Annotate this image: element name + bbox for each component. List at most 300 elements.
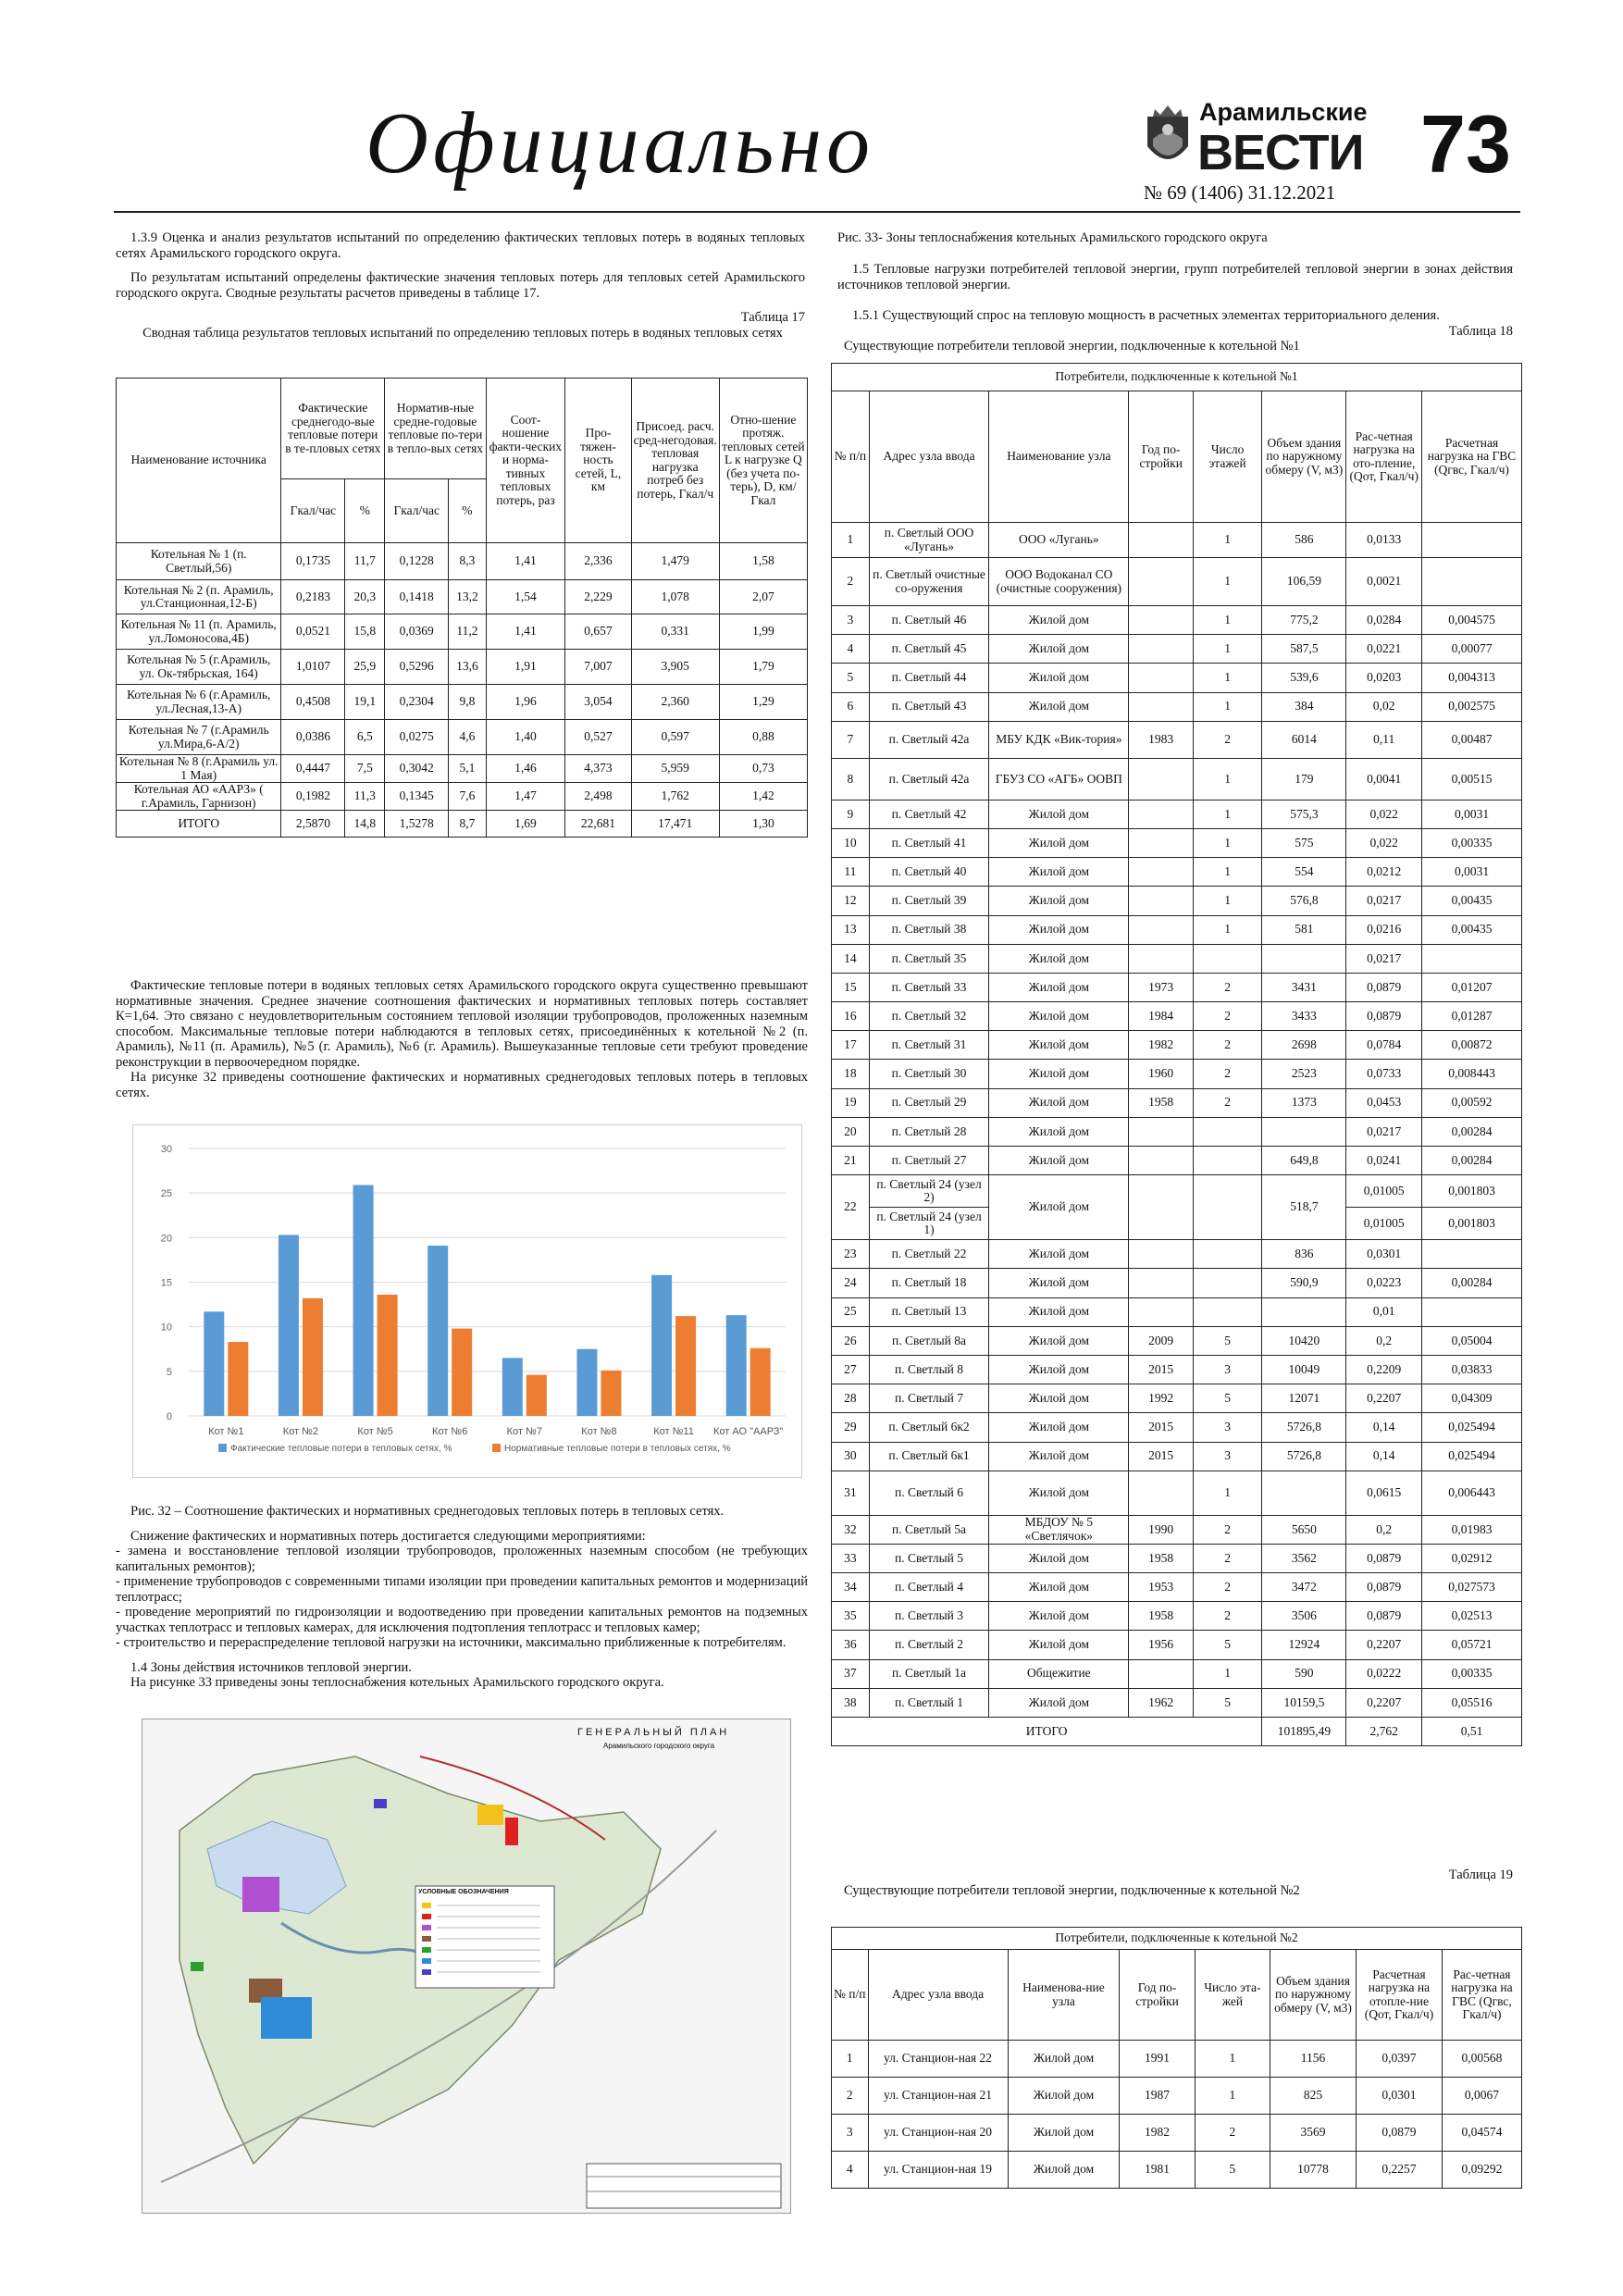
table-cell: 1991 — [1120, 2041, 1195, 2078]
table-cell: 1 — [1193, 1659, 1261, 1688]
table-cell: 21 — [832, 1147, 870, 1175]
y-tick-label: 30 — [160, 1144, 172, 1155]
table-cell — [1262, 944, 1346, 973]
table-cell: Жилой дом — [989, 635, 1129, 664]
table-row — [832, 915, 1522, 944]
table-cell: п. Светлый 27 — [869, 1147, 989, 1175]
table-cell: 7 — [832, 721, 870, 758]
table-cell: 0,1418 — [385, 580, 449, 614]
table-cell: Котельная № 2 (п. Арамиль, ул.Станционная,12-Б) — [117, 580, 281, 614]
table-cell: 2 — [1193, 1515, 1261, 1544]
x-tick-label: Кот №11 — [653, 1426, 694, 1437]
table-cell: 0,0879 — [1346, 1573, 1422, 1602]
table18-title: Существующие потребители тепловой энергии, подключенные к котельной №1 — [844, 339, 1300, 354]
table-cell — [1193, 1297, 1261, 1326]
table-cell: п. Светлый 41 — [869, 828, 989, 857]
col-header: % — [449, 479, 486, 543]
table-row — [832, 1631, 1522, 1659]
table-cell: 5 — [1193, 1688, 1261, 1717]
table-cell: 1987 — [1120, 2078, 1195, 2115]
table-cell: 1,41 — [486, 614, 565, 650]
table-cell: 1,42 — [719, 783, 807, 811]
zone-boiler-8 — [261, 1997, 312, 2039]
x-tick-label: Кот №7 — [506, 1426, 542, 1437]
table-cell: 10778 — [1270, 2152, 1357, 2189]
table-cell: Жилой дом — [989, 1175, 1129, 1240]
table-cell: 0,09292 — [1442, 2152, 1521, 2189]
table-cell: 5,1 — [449, 755, 486, 783]
table-cell: 1,96 — [486, 685, 565, 720]
table-cell: Жилой дом — [989, 1602, 1129, 1631]
col-header: Присоед. расч. сред-негодовая. тепловая нагрузка потреб без потерь, Гкал/ч — [631, 379, 719, 543]
table-cell — [1129, 1147, 1194, 1175]
table-cell: 1956 — [1129, 1631, 1194, 1659]
x-tick-label: Кот №2 — [282, 1426, 319, 1437]
table-cell — [1129, 858, 1194, 887]
table-row — [832, 1147, 1522, 1175]
table-cell: 1 — [1193, 692, 1261, 721]
table18-label: Таблица 18 — [1448, 324, 1513, 339]
table-cell: 0,2207 — [1346, 1631, 1422, 1659]
table-cell: 0,0067 — [1442, 2078, 1521, 2115]
table-cell: 1 — [1193, 635, 1261, 664]
table-cell: Жилой дом — [989, 1471, 1129, 1515]
table-17 — [116, 378, 808, 838]
table-cell: 4 — [832, 635, 870, 664]
table-cell: 1,762 — [631, 783, 719, 811]
table-cell: 13,2 — [449, 580, 486, 614]
table-cell: 2 — [1193, 1031, 1261, 1060]
table-row — [832, 1117, 1522, 1146]
table-cell — [1422, 944, 1522, 973]
table-cell: 10049 — [1262, 1355, 1346, 1384]
table-cell: 0,1735 — [281, 543, 345, 580]
table-cell: 0,022 — [1346, 800, 1422, 828]
table-row — [832, 692, 1522, 721]
total-heating: 2,762 — [1346, 1718, 1422, 1746]
paragraph: По результатам испытаний определены фактические значения тепловых потерь для тепловых сетей Арамильского городского округа. Сводные результаты расчетов приведены в таблице 17. — [116, 270, 805, 301]
table-cell: 8,3 — [449, 543, 486, 580]
table-cell: 0,04309 — [1422, 1384, 1522, 1413]
table-cell: 27 — [832, 1355, 870, 1384]
section-title: Официально — [365, 95, 875, 192]
table-cell: 0,2 — [1346, 1515, 1422, 1544]
table-cell: 0,01005 — [1346, 1208, 1422, 1240]
table-row — [832, 2152, 1522, 2189]
table-cell: 0,0031 — [1422, 800, 1522, 828]
table-cell: 0,2 — [1346, 1326, 1422, 1355]
table-cell: 4 — [832, 2152, 869, 2189]
table-row — [117, 614, 808, 650]
bar-chart — [133, 1125, 803, 1479]
table-cell: Жилой дом — [989, 1573, 1129, 1602]
table-cell: 1,0107 — [281, 650, 345, 685]
page-number: 73 — [1420, 98, 1511, 190]
table-cell: 0,004575 — [1422, 606, 1522, 635]
y-tick-label: 15 — [160, 1277, 172, 1289]
table-cell: 2 — [1193, 1060, 1261, 1088]
table-row — [832, 1031, 1522, 1060]
table-cell: 0,2207 — [1346, 1688, 1422, 1717]
table-cell — [1129, 1659, 1194, 1688]
zone-boiler-11 — [374, 1799, 387, 1808]
table-cell: 7,5 — [345, 755, 385, 783]
table-cell: 0,73 — [719, 755, 807, 783]
table-cell: 0,001803 — [1422, 1208, 1522, 1240]
table-cell: п. Светлый 45 — [869, 635, 989, 664]
table-cell: 1,29 — [719, 685, 807, 720]
table-row — [832, 1573, 1522, 1602]
table-cell: п. Светлый 42а — [869, 721, 989, 758]
table-cell: 0,01 — [1346, 1297, 1422, 1326]
table-cell: 13 — [832, 915, 870, 944]
list-item: - проведение мероприятий по гидроизоляции и водоотведению при проведении капитальных ремонтов на подземных участках теплотрасс и тепловых камерах, для исключения подтопления теплотрасс и тепловых камер; — [116, 1605, 808, 1635]
table-cell: 1 — [1193, 858, 1261, 887]
table-cell: Жилой дом — [989, 1147, 1129, 1175]
table-row — [832, 1060, 1522, 1088]
table-cell: 3433 — [1262, 1002, 1346, 1031]
table-cell: 0,04574 — [1442, 2115, 1521, 2152]
table-cell: 4,6 — [449, 720, 486, 755]
table-cell: 576,8 — [1262, 887, 1346, 915]
table-cell — [1129, 523, 1194, 558]
paragraph: 1.3.9 Оценка и анализ результатов испытаний по определению фактических тепловых потерь в водяных тепловых сетях Арамильского городского округа. — [116, 230, 805, 261]
table-cell: 0,0879 — [1346, 1544, 1422, 1572]
table-cell: Жилой дом — [1008, 2152, 1120, 2189]
table-cell: 0,527 — [565, 720, 631, 755]
table-cell: 0,0217 — [1346, 1117, 1422, 1146]
table-row — [832, 1355, 1522, 1384]
table-cell — [1129, 664, 1194, 692]
table-cell: 2 — [1193, 1544, 1261, 1572]
table-cell: 1 — [1193, 887, 1261, 915]
col-header: Год по-стройки — [1129, 391, 1194, 523]
table-cell: 0,0879 — [1357, 2115, 1443, 2152]
table-cell: 1 — [1193, 828, 1261, 857]
bar-actual — [204, 1311, 224, 1416]
table-row — [117, 650, 808, 685]
table-cell: 0,0521 — [281, 614, 345, 650]
table-cell: 0,2304 — [385, 685, 449, 720]
table-cell: п. Светлый 1а — [869, 1659, 989, 1688]
table-cell: 0,14 — [1346, 1442, 1422, 1471]
table-cell: 2 — [832, 558, 870, 606]
table-cell — [1129, 944, 1194, 973]
table19-title: Существующие потребители тепловой энергии, подключенные к котельной №2 — [844, 1883, 1300, 1898]
table-row — [832, 858, 1522, 887]
table-cell: Жилой дом — [989, 1297, 1129, 1326]
table-cell: Жилой дом — [1008, 2041, 1120, 2078]
table-cell: 0,2207 — [1346, 1384, 1422, 1413]
table-cell: 0,0203 — [1346, 664, 1422, 692]
table-cell: 29 — [832, 1413, 870, 1442]
table-cell: 28 — [832, 1384, 870, 1413]
col-header: Гкал/час — [385, 479, 449, 543]
table-row — [117, 580, 808, 614]
table17-title: Сводная таблица результатов тепловых испытаний по определению тепловых потерь в водяных тепловых сетях — [142, 326, 783, 341]
table-cell: 1,46 — [486, 755, 565, 783]
map-subtitle: Арамильского городского округа — [603, 1742, 715, 1750]
table-cell: Жилой дом — [989, 973, 1129, 1001]
table-cell: 587,5 — [1262, 635, 1346, 664]
table-cell: п. Светлый 44 — [869, 664, 989, 692]
table-row — [832, 2115, 1522, 2152]
table-cell: 1 — [832, 523, 870, 558]
table-row — [832, 800, 1522, 828]
table-cell: 25,9 — [345, 650, 385, 685]
table-cell: 0,0021 — [1346, 558, 1422, 606]
y-tick-label: 10 — [160, 1322, 172, 1334]
table-cell: 0,00284 — [1422, 1147, 1522, 1175]
table-cell: 0,05516 — [1422, 1688, 1522, 1717]
bar-actual — [726, 1315, 747, 1416]
table-cell: 5,959 — [631, 755, 719, 783]
zone-boiler-1 — [477, 1805, 503, 1825]
table-cell: 0,001803 — [1422, 1175, 1522, 1208]
table-cell: 2,229 — [565, 580, 631, 614]
table-cell: п. Светлый 33 — [869, 973, 989, 1001]
table-cell: 16 — [832, 1002, 870, 1031]
table-cell: ул. Станцион-ная 20 — [868, 2115, 1008, 2152]
table-cell: 23 — [832, 1240, 870, 1269]
table-row — [832, 1326, 1522, 1355]
table-row — [832, 523, 1522, 558]
table-cell: 2 — [832, 2078, 869, 2115]
table-cell: 11,3 — [345, 783, 385, 811]
table-cell — [1193, 1175, 1261, 1240]
table-cell: 2523 — [1262, 1060, 1346, 1088]
table-cell: 2015 — [1129, 1442, 1194, 1471]
table-cell: 0,88 — [719, 720, 807, 755]
table-cell: 1 — [1195, 2041, 1270, 2078]
table-row — [832, 973, 1522, 1001]
table-cell: Котельная № 1 (п. Светлый,56) — [117, 543, 281, 580]
table-cell: ГБУЗ СО «АГБ» ООВП — [989, 758, 1129, 800]
table-cell: Жилой дом — [989, 1117, 1129, 1146]
table-cell: 0,5296 — [385, 650, 449, 685]
y-tick-label: 20 — [160, 1233, 172, 1245]
table-cell: 36 — [832, 1631, 870, 1659]
table-17-body — [117, 543, 808, 838]
col-header: Расчетная нагрузка на отопле-ние (Qот, Гкал/ч) — [1357, 1950, 1443, 2041]
table-cell: 5650 — [1262, 1515, 1346, 1544]
table-cell: 5726,8 — [1262, 1413, 1346, 1442]
table-row — [832, 1515, 1522, 1544]
table-cell: МБДОУ № 5 «Светлячок» — [989, 1515, 1129, 1544]
table-cell: 26 — [832, 1326, 870, 1355]
table-cell: п. Светлый 5 — [869, 1544, 989, 1572]
table-cell: 0,0284 — [1346, 606, 1422, 635]
table-cell: п. Светлый 4 — [869, 1573, 989, 1602]
table-cell: ул. Станцион-ная 19 — [868, 2152, 1008, 2189]
table-cell: 0,025494 — [1422, 1442, 1522, 1471]
table-cell: Жилой дом — [989, 692, 1129, 721]
table-cell: ООО «Лугань» — [989, 523, 1129, 558]
col-header: № п/п — [832, 1950, 869, 2041]
figure-32-caption-block — [116, 1504, 808, 1691]
table-cell: Жилой дом — [989, 1002, 1129, 1031]
table-cell — [1129, 1471, 1194, 1515]
table-row — [832, 2078, 1522, 2115]
table-cell: Жилой дом — [989, 887, 1129, 915]
table-cell: 0,1982 — [281, 783, 345, 811]
col-header: Норматив-ные средне-годовые тепловые по-тери в тепло-вых сетях — [385, 379, 486, 479]
table-cell: 13,6 — [449, 650, 486, 685]
table-cell: 5726,8 — [1262, 1442, 1346, 1471]
table-cell: 3569 — [1270, 2115, 1357, 2152]
table-cell: 10159,5 — [1262, 1688, 1346, 1717]
table-cell: 2698 — [1262, 1031, 1346, 1060]
table-cell — [1193, 1240, 1261, 1269]
col-header: Рас-четная нагрузка на ГВС (Qгвс, Гкал/ч) — [1442, 1950, 1521, 2041]
table-cell: 1,99 — [719, 614, 807, 650]
bar-normative — [452, 1329, 472, 1416]
table-group-header: Потребители, подключенные к котельной №2 — [832, 1928, 1522, 1950]
table-cell: 10 — [832, 828, 870, 857]
y-tick-label: 0 — [166, 1411, 172, 1422]
table-row — [832, 1002, 1522, 1031]
table-cell: п. Светлый 22 — [869, 1240, 989, 1269]
table-cell: 11,2 — [449, 614, 486, 650]
col-header: Гкал/час — [281, 479, 345, 543]
table-row — [117, 685, 808, 720]
table-total-row — [832, 1718, 1522, 1746]
x-tick-label: Кот №8 — [581, 1426, 617, 1437]
table-cell: 0,0386 — [281, 720, 345, 755]
x-tick-label: Кот №5 — [357, 1426, 393, 1437]
table-row — [117, 755, 808, 783]
table-cell: 2,360 — [631, 685, 719, 720]
table-cell: 15 — [832, 973, 870, 1001]
map-title: ГЕНЕРАЛЬНЫЙ ПЛАН — [577, 1727, 730, 1738]
table-cell: 1,40 — [486, 720, 565, 755]
table-cell: 0,01005 — [1346, 1175, 1422, 1208]
coat-of-arms-icon — [1142, 100, 1194, 174]
table-cell: п. Светлый 8 — [869, 1355, 989, 1384]
table-cell: 2 — [1193, 1602, 1261, 1631]
table-cell: МБУ КДК «Вик-тория» — [989, 721, 1129, 758]
table-cell — [1129, 1297, 1194, 1326]
table-row — [832, 1088, 1522, 1117]
table-row — [832, 944, 1522, 973]
table-cell: 8,7 — [449, 811, 486, 838]
col-header: Фактические среднегодо-вые тепловые потери в те-пловых сетях — [281, 379, 385, 479]
table-cell: 0,00284 — [1422, 1269, 1522, 1297]
table-cell: Жилой дом — [989, 1326, 1129, 1355]
table-cell: Жилой дом — [989, 1240, 1129, 1269]
table-cell: 5 — [1195, 2152, 1270, 2189]
newspaper-logo — [1142, 96, 1368, 183]
table-cell: 0,0784 — [1346, 1031, 1422, 1060]
table-cell: 9,8 — [449, 685, 486, 720]
table-cell: Котельная № 11 (п. Арамиль, ул.Ломоносова,4Б) — [117, 614, 281, 650]
table-cell: 2,336 — [565, 543, 631, 580]
table-cell: 12 — [832, 887, 870, 915]
table-cell — [1422, 558, 1522, 606]
table-row — [832, 558, 1522, 606]
table-row — [832, 2041, 1522, 2078]
x-tick-label: Кот №6 — [432, 1426, 468, 1437]
table-cell: 35 — [832, 1602, 870, 1631]
section-intro — [116, 230, 805, 301]
table-cell: 0,025494 — [1422, 1413, 1522, 1442]
table-cell — [1193, 1269, 1261, 1297]
bar-normative — [601, 1371, 621, 1416]
table-cell: п. Светлый 38 — [869, 915, 989, 944]
table-cell: Жилой дом — [989, 1355, 1129, 1384]
table-cell: 1 — [1193, 664, 1261, 692]
x-tick-label: Кот №1 — [208, 1426, 244, 1437]
table-cell: 11 — [832, 858, 870, 887]
table-cell: 7,6 — [449, 783, 486, 811]
table-cell: 3562 — [1262, 1544, 1346, 1572]
table-cell: 33 — [832, 1544, 870, 1572]
table-cell: 10420 — [1262, 1326, 1346, 1355]
table-cell: 8 — [832, 758, 870, 800]
table-cell: Жилой дом — [989, 606, 1129, 635]
table-cell: 1 — [1193, 915, 1261, 944]
table-cell: 2,07 — [719, 580, 807, 614]
table-cell: 0,331 — [631, 614, 719, 650]
table-cell: 3 — [1193, 1442, 1261, 1471]
table-cell: 14,8 — [345, 811, 385, 838]
table-cell: 0,3042 — [385, 755, 449, 783]
col-header: Адрес узла ввода — [868, 1950, 1008, 2041]
legend-label: Нормативные тепловые потери в тепловых сетях, % — [504, 1444, 731, 1454]
paragraph: На рисунке 32 приведены соотношение фактических и нормативных среднегодовых тепловых потерь в тепловых сетях. — [116, 1070, 808, 1100]
col-header: Адрес узла ввода — [869, 391, 989, 523]
table-cell: 5 — [1193, 1326, 1261, 1355]
table-row — [117, 543, 808, 580]
table-cell: 0,02912 — [1422, 1544, 1522, 1572]
table-cell: 0,597 — [631, 720, 719, 755]
table-cell: 1983 — [1129, 721, 1194, 758]
table-cell: 25 — [832, 1297, 870, 1326]
table-cell: 20,3 — [345, 580, 385, 614]
table-cell: 0,01207 — [1422, 973, 1522, 1001]
table-cell: 0,0222 — [1346, 1659, 1422, 1688]
table-cell: п. Светлый 24 (узел 1) — [869, 1208, 989, 1240]
table-cell: п. Светлый 30 — [869, 1060, 989, 1088]
col-header: % — [345, 479, 385, 543]
table-cell: ул. Станцион-ная 22 — [868, 2041, 1008, 2078]
table-row — [117, 783, 808, 811]
table-cell: 18 — [832, 1060, 870, 1088]
table-cell: Котельная № 7 (г.Арамиль ул.Мира,6-А/2) — [117, 720, 281, 755]
logo-top-text: Арамильские — [1199, 98, 1368, 126]
table-cell: 19 — [832, 1088, 870, 1117]
table-cell — [1129, 635, 1194, 664]
bar-normative — [228, 1342, 248, 1416]
table-cell: Жилой дом — [989, 1269, 1129, 1297]
table-cell: 0,0216 — [1346, 915, 1422, 944]
table-cell: п. Светлый 32 — [869, 1002, 989, 1031]
table-cell: 12071 — [1262, 1384, 1346, 1413]
issue-line: № 69 (1406) 31.12.2021 — [1144, 181, 1336, 204]
col-header: Наименование источника — [117, 379, 281, 543]
table-cell: Жилой дом — [989, 1088, 1129, 1117]
table-row — [832, 1413, 1522, 1442]
table-cell: 0,00568 — [1442, 2041, 1521, 2078]
table-cell — [1129, 692, 1194, 721]
table-cell: 0,01983 — [1422, 1515, 1522, 1544]
table-cell: Котельная № 5 (г.Арамиль, ул. Ок-тябрьская, 164) — [117, 650, 281, 685]
table-cell: 0,00284 — [1422, 1117, 1522, 1146]
table-cell: Жилой дом — [989, 1413, 1129, 1442]
table-cell: 590 — [1262, 1659, 1346, 1688]
table-cell: 1,5278 — [385, 811, 449, 838]
table-19-body — [832, 2041, 1522, 2189]
